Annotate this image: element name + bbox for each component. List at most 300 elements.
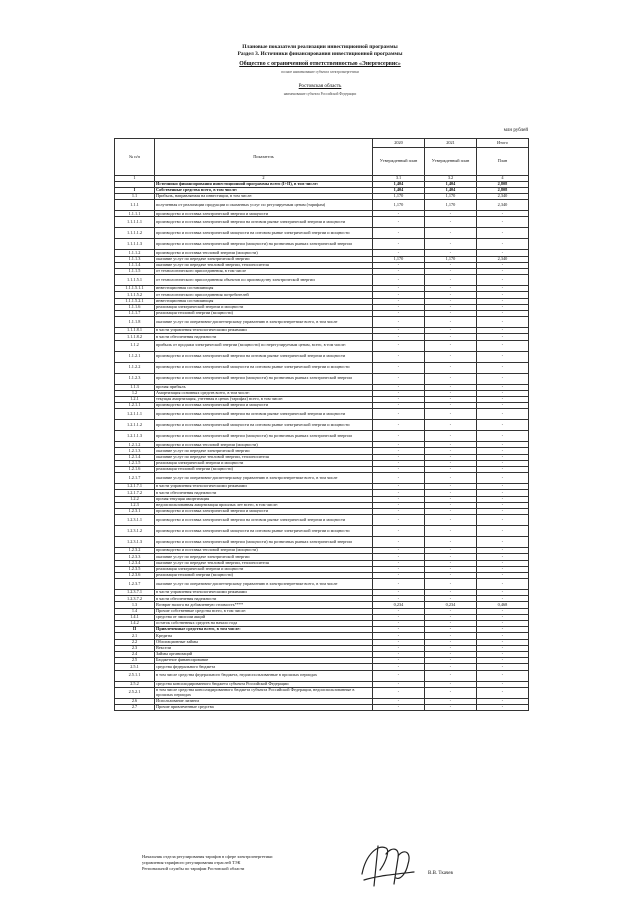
- row-number: 1.2.1.7.1: [115, 484, 155, 490]
- value-total: -: [477, 250, 529, 256]
- row-label: производство и поставка электрической энергии на оптовом рынке электрической энергии и мощности: [155, 515, 373, 526]
- row-number: 1.1.1.1.3: [115, 239, 155, 250]
- row-number: 1.1.1.1.2: [115, 228, 155, 239]
- value-2021: -: [425, 286, 477, 292]
- value-2020: -: [373, 217, 425, 228]
- row-label: оказание услуг по передаче тепловой энергии, теплоносителя: [155, 560, 373, 566]
- value-2021: -: [425, 658, 477, 664]
- region-name: Ростовская область: [298, 83, 342, 89]
- row-label: производство и поставка электрической энергии на оптовом рынке электрической энергии и мощности: [155, 409, 373, 420]
- value-2021: -: [425, 548, 477, 554]
- value-2020: -: [373, 292, 425, 298]
- value-2021: -: [425, 420, 477, 431]
- table-row: [115, 431, 529, 442]
- value-total: -: [477, 228, 529, 239]
- value-2021: -: [425, 334, 477, 340]
- value-2021: -: [425, 431, 477, 442]
- row-number: 1.2: [115, 390, 155, 396]
- value-2021: -: [425, 484, 477, 490]
- value-total: -: [477, 460, 529, 466]
- row-number: 2.5: [115, 658, 155, 664]
- value-2020: -: [373, 473, 425, 484]
- value-2020: -: [373, 548, 425, 554]
- row-label: текущая амортизация, учтенная в ценах (тарифах) всего, в том числе:: [155, 396, 373, 402]
- value-2021: -: [425, 496, 477, 502]
- value-total: 2,808: [477, 187, 529, 193]
- value-total: -: [477, 373, 529, 384]
- value-2020: -: [373, 502, 425, 508]
- value-2020: -: [373, 537, 425, 548]
- row-number: 1.2.2: [115, 496, 155, 502]
- row-number: 1.1.1.5: [115, 269, 155, 275]
- value-total: -: [477, 262, 529, 268]
- value-2020: -: [373, 228, 425, 239]
- row-number: 1.2.3.7.1: [115, 590, 155, 596]
- value-2021: -: [425, 664, 477, 670]
- row-number: 1.1.1.2: [115, 250, 155, 256]
- value-total: -: [477, 627, 529, 633]
- value-2021: -: [425, 627, 477, 633]
- row-number: 2.3: [115, 645, 155, 651]
- row-label: инвестиционная составляющая: [155, 286, 373, 292]
- value-2020: -: [373, 334, 425, 340]
- row-number: 1.1.1.8.1: [115, 328, 155, 334]
- row-label: производство и поставка тепловой энергии (мощности): [155, 442, 373, 448]
- value-2020: -: [373, 664, 425, 670]
- table-row: [115, 420, 529, 431]
- value-2020: -: [373, 614, 425, 620]
- row-number: 1.1.1.5.2: [115, 292, 155, 298]
- row-number: 1.1.1.5.1: [115, 275, 155, 286]
- table-row: [115, 340, 529, 351]
- value-total: -: [477, 286, 529, 292]
- row-number: 1.2.1.3: [115, 448, 155, 454]
- row-label: реализация тепловой энергии (мощности): [155, 310, 373, 316]
- row-number: 1.1.1.3: [115, 256, 155, 262]
- value-total: -: [477, 454, 529, 460]
- value-2021: -: [425, 390, 477, 396]
- row-number: 1.2.3.3: [115, 554, 155, 560]
- row-label: реализация электрической энергии и мощности: [155, 566, 373, 572]
- value-2021: -: [425, 560, 477, 566]
- idx-cell: 3.2: [425, 176, 477, 182]
- value-2021: -: [425, 384, 477, 390]
- value-2021: -: [425, 275, 477, 286]
- value-2020: -: [373, 508, 425, 514]
- handwritten-signature: [356, 834, 418, 896]
- row-number: 1.1.1.8: [115, 317, 155, 328]
- value-total: -: [477, 292, 529, 298]
- value-2021: -: [425, 351, 477, 362]
- table-row: [115, 373, 529, 384]
- signatory-line1: Начальник отдела регулирования тарифов в сфере электроэнергетики: [142, 854, 273, 859]
- value-total: -: [477, 431, 529, 442]
- row-label: Займы организаций: [155, 651, 373, 657]
- value-2021: -: [425, 442, 477, 448]
- table-row: [115, 409, 529, 420]
- value-total: -: [477, 340, 529, 351]
- row-number: 1.2.1.1.3: [115, 431, 155, 442]
- row-number: 2.1: [115, 633, 155, 639]
- value-2020: -: [373, 704, 425, 710]
- value-total: -: [477, 537, 529, 548]
- row-label: реализация электрической энергии и мощности: [155, 304, 373, 310]
- value-total: -: [477, 687, 529, 698]
- table-row: [115, 217, 529, 228]
- value-total: -: [477, 310, 529, 316]
- row-label: производство и поставка электрической энергии на оптовом рынке электрической энергии и мощности: [155, 351, 373, 362]
- value-2021: -: [425, 403, 477, 409]
- signatory-line2: управления тарифного регулирования отраслей ТЭК: [142, 860, 241, 865]
- value-2020: -: [373, 396, 425, 402]
- value-2021: -: [425, 515, 477, 526]
- row-number: 1.2.3.2: [115, 548, 155, 554]
- row-number: 1.1.1: [115, 200, 155, 211]
- value-total: -: [477, 566, 529, 572]
- value-2021: 1,170: [425, 194, 477, 200]
- row-label: в части обеспечения надежности: [155, 334, 373, 340]
- value-2021: -: [425, 502, 477, 508]
- value-total: -: [477, 515, 529, 526]
- row-number: 1.1.1.5.1.1: [115, 286, 155, 292]
- value-2021: -: [425, 454, 477, 460]
- idx-cell: 2: [155, 176, 373, 182]
- table-row: [115, 200, 529, 211]
- value-2020: 1,404: [373, 181, 425, 187]
- value-2020: -: [373, 420, 425, 431]
- row-number: 2.7: [115, 704, 155, 710]
- value-2020: 1,170: [373, 194, 425, 200]
- row-label: Собственные средства всего, в том числе:: [155, 187, 373, 193]
- value-total: -: [477, 328, 529, 334]
- row-number: 1.2.1.1.2: [115, 420, 155, 431]
- row-label: Возврат налога на добавленную стоимость****: [155, 602, 373, 608]
- row-label: производство и поставка электрической мощности на оптовом рынке электрической энергии и мощности: [155, 228, 373, 239]
- value-2020: -: [373, 384, 425, 390]
- value-total: -: [477, 334, 529, 340]
- row-label: реализация тепловой энергии (мощности): [155, 467, 373, 473]
- value-2020: 1,170: [373, 256, 425, 262]
- value-total: -: [477, 304, 529, 310]
- row-number: 1.2.3.6: [115, 572, 155, 578]
- value-2021: -: [425, 250, 477, 256]
- col-year1-header: 2020: [373, 139, 425, 148]
- value-total: -: [477, 420, 529, 431]
- row-number: 1.2.3.7: [115, 579, 155, 590]
- value-2020: -: [373, 639, 425, 645]
- value-2020: -: [373, 687, 425, 698]
- value-2021: -: [425, 490, 477, 496]
- value-2020: -: [373, 566, 425, 572]
- row-label: в части обеспечения надежности: [155, 596, 373, 602]
- value-2020: -: [373, 431, 425, 442]
- value-2020: -: [373, 554, 425, 560]
- row-label: полученная от реализации продукции и оказанных услуг по регулируемым ценам (тарифам): [155, 200, 373, 211]
- value-2020: -: [373, 351, 425, 362]
- value-2021: -: [425, 292, 477, 298]
- value-total: -: [477, 403, 529, 409]
- row-number: 1.1.2.2: [115, 362, 155, 373]
- signatory-block: [142, 854, 362, 872]
- row-number: 2.5.1: [115, 664, 155, 670]
- table-row: [115, 704, 529, 710]
- value-2021: -: [425, 608, 477, 614]
- value-total: -: [477, 298, 529, 304]
- row-label: производство и поставка электрической энергии (мощности) на розничных рынках электрической энергии: [155, 373, 373, 384]
- table-row: [115, 317, 529, 328]
- value-total: -: [477, 473, 529, 484]
- value-2020: -: [373, 596, 425, 602]
- value-total: -: [477, 409, 529, 420]
- row-label: Прибыль, направляемая на инвестиции, в том числе:: [155, 194, 373, 200]
- row-label: Облигационные займы: [155, 639, 373, 645]
- value-2021: -: [425, 448, 477, 454]
- value-total: -: [477, 239, 529, 250]
- table-row: [115, 515, 529, 526]
- value-2021: -: [425, 409, 477, 420]
- col-num-header: № п/п: [115, 139, 155, 176]
- value-2020: -: [373, 681, 425, 687]
- value-2020: -: [373, 651, 425, 657]
- value-total: -: [477, 633, 529, 639]
- value-2020: -: [373, 526, 425, 537]
- row-number: 1.2.1.6: [115, 467, 155, 473]
- row-label: оказание услуг по оперативно-диспетчерскому управлению в электроэнергетике всего, в том числе: [155, 579, 373, 590]
- financing-table: [114, 138, 529, 711]
- row-number: 1.4: [115, 608, 155, 614]
- idx-cell: 3.1: [373, 176, 425, 182]
- value-total: -: [477, 614, 529, 620]
- value-2020: -: [373, 467, 425, 473]
- table-row: [115, 228, 529, 239]
- row-label: средства консолидированного бюджета субъекта Российской Федерации: [155, 681, 373, 687]
- row-label: производство и поставка электрической мощности на оптовом рынке электрической энергии и мощности: [155, 420, 373, 431]
- row-label: Прочие собственные средства всего, в том числе:: [155, 608, 373, 614]
- row-number: 1.1.3: [115, 384, 155, 390]
- value-2020: -: [373, 627, 425, 633]
- value-2020: -: [373, 390, 425, 396]
- col-year2-header: 2021: [425, 139, 477, 148]
- value-2020: -: [373, 496, 425, 502]
- value-2021: -: [425, 262, 477, 268]
- value-2020: -: [373, 298, 425, 304]
- row-label: инвестиционная составляющая: [155, 298, 373, 304]
- value-2020: 1,170: [373, 200, 425, 211]
- row-number: 2.2: [115, 639, 155, 645]
- row-label: реализация тепловой энергии (мощности): [155, 572, 373, 578]
- row-label: производство и поставка электрической энергии (мощности) на розничных рынках электрической энергии: [155, 239, 373, 250]
- row-number: 1.2.3.1: [115, 508, 155, 514]
- row-label: в части управления технологическими режимами: [155, 328, 373, 334]
- value-2020: -: [373, 310, 425, 316]
- value-2020: -: [373, 698, 425, 704]
- value-2020: -: [373, 658, 425, 664]
- row-number: 1.1.1.6: [115, 304, 155, 310]
- units-label: млн рублей: [503, 128, 528, 133]
- value-2020: -: [373, 317, 425, 328]
- col-total-sub: План: [477, 148, 529, 176]
- row-label: Бюджетное финансирование: [155, 658, 373, 664]
- value-total: 0,468: [477, 602, 529, 608]
- value-2021: 1,404: [425, 187, 477, 193]
- value-2021: -: [425, 298, 477, 304]
- value-total: 2,808: [477, 181, 529, 187]
- row-label: недоиспользованная амортизация прошлых лет всего, в том числе:: [155, 502, 373, 508]
- row-number: 1.2.3: [115, 502, 155, 508]
- value-2021: -: [425, 217, 477, 228]
- row-label: производство и поставка электрической энергии и мощности: [155, 403, 373, 409]
- value-2021: -: [425, 698, 477, 704]
- row-number: 1.2.1.1.1: [115, 409, 155, 420]
- value-2020: -: [373, 304, 425, 310]
- row-label: реализация электрической энергии и мощности: [155, 460, 373, 466]
- value-total: -: [477, 211, 529, 217]
- row-label: в части обеспечения надежности: [155, 490, 373, 496]
- row-number: 1.2.3.1.3: [115, 537, 155, 548]
- company-name: Общество с ограниченной ответственностью «Энергосервис»: [239, 61, 401, 67]
- row-label: Прочие привлеченные средства: [155, 704, 373, 710]
- row-label: в том числе средства консолидированного бюджета субъекта Российской Федерации, недоиспользованные в прошлых периодах: [155, 687, 373, 698]
- row-label: производство и поставка электрической мощности на оптовом рынке электрической энергии и мощности: [155, 526, 373, 537]
- value-2020: -: [373, 275, 425, 286]
- value-2021: 0,234: [425, 602, 477, 608]
- value-2021: -: [425, 508, 477, 514]
- value-total: -: [477, 217, 529, 228]
- value-2020: -: [373, 454, 425, 460]
- value-total: -: [477, 502, 529, 508]
- row-label: производство и поставка тепловой энергии (мощности): [155, 548, 373, 554]
- value-2021: -: [425, 621, 477, 627]
- value-total: -: [477, 526, 529, 537]
- row-number: 1.1.2.3: [115, 373, 155, 384]
- value-total: -: [477, 645, 529, 651]
- value-2021: -: [425, 687, 477, 698]
- value-2020: -: [373, 645, 425, 651]
- value-total: -: [477, 664, 529, 670]
- value-total: -: [477, 448, 529, 454]
- value-2020: -: [373, 442, 425, 448]
- value-total: -: [477, 484, 529, 490]
- value-2021: -: [425, 310, 477, 316]
- value-total: -: [477, 651, 529, 657]
- row-label: производство и поставка электрической энергии на оптовом рынке электрической энергии и мощности: [155, 217, 373, 228]
- table-row: [115, 579, 529, 590]
- value-total: -: [477, 658, 529, 664]
- value-2020: -: [373, 572, 425, 578]
- row-label: Привлеченные средства всего, в том числе:: [155, 627, 373, 633]
- row-number: 2.5.1.1: [115, 670, 155, 681]
- table-row: [115, 351, 529, 362]
- value-2021: -: [425, 304, 477, 310]
- row-number: 1.1.2.1: [115, 351, 155, 362]
- row-number: 1.2.1.7.2: [115, 490, 155, 496]
- row-number: 1.1.1.5.2.1: [115, 298, 155, 304]
- value-2020: -: [373, 262, 425, 268]
- row-number: 2.5.2.1: [115, 687, 155, 698]
- value-2020: -: [373, 328, 425, 334]
- table-row: [115, 687, 529, 698]
- value-total: -: [477, 384, 529, 390]
- value-2021: -: [425, 645, 477, 651]
- row-label: от технологического присоединения потребителей: [155, 292, 373, 298]
- value-2020: 1,404: [373, 187, 425, 193]
- row-number: 1.1.1.8.2: [115, 334, 155, 340]
- value-2021: -: [425, 373, 477, 384]
- row-number: 1.2.3.5: [115, 566, 155, 572]
- value-2020: -: [373, 670, 425, 681]
- value-total: -: [477, 442, 529, 448]
- value-total: -: [477, 269, 529, 275]
- value-2021: -: [425, 340, 477, 351]
- value-2021: -: [425, 633, 477, 639]
- row-label: оказание услуг по передаче электрической энергии: [155, 554, 373, 560]
- row-number: 1.2.1.5: [115, 460, 155, 466]
- row-label: остаток собственных средств на начало года: [155, 621, 373, 627]
- value-total: -: [477, 548, 529, 554]
- row-number: 1.2.1.1: [115, 403, 155, 409]
- row-number: 1.1: [115, 194, 155, 200]
- row-label: Источники финансирования инвестиционной программы всего (I+II), в том числе:: [155, 181, 373, 187]
- table-row: [115, 670, 529, 681]
- signatory-name: В.В. Ткачев: [428, 871, 453, 876]
- row-label: средства от эмиссии акций: [155, 614, 373, 620]
- row-label: в части управления технологическими режимами: [155, 590, 373, 596]
- value-total: -: [477, 275, 529, 286]
- value-2021: -: [425, 396, 477, 402]
- row-label: прочая прибыль: [155, 384, 373, 390]
- value-2020: -: [373, 403, 425, 409]
- value-total: -: [477, 390, 529, 396]
- value-2021: -: [425, 537, 477, 548]
- row-number: 1.2.1: [115, 396, 155, 402]
- company-note: полное наименование субъекта электроэнергетики: [281, 70, 359, 74]
- value-2020: -: [373, 460, 425, 466]
- row-label: производство и поставка электрической мощности на оптовом рынке электрической энергии и мощности: [155, 362, 373, 373]
- row-label: производство и поставка электрической энергии (мощности) на розничных рынках электрической энергии: [155, 431, 373, 442]
- table-row: [115, 526, 529, 537]
- value-2020: -: [373, 239, 425, 250]
- row-label: Вексели: [155, 645, 373, 651]
- idx-cell: 1: [115, 176, 155, 182]
- value-2021: -: [425, 317, 477, 328]
- value-2021: -: [425, 362, 477, 373]
- value-total: -: [477, 596, 529, 602]
- row-number: 1.2.3.1.1: [115, 515, 155, 526]
- value-total: -: [477, 698, 529, 704]
- row-label: прочая текущая амортизация: [155, 496, 373, 502]
- row-number: 1.4.1: [115, 614, 155, 620]
- row-label: производство и поставка электрической энергии и мощности: [155, 211, 373, 217]
- value-2020: -: [373, 633, 425, 639]
- row-label: Амортизация основных средств всего, в том числе:: [155, 390, 373, 396]
- region-note: наименование субъекта Российской Федерации: [283, 92, 357, 96]
- col-total-header: Итого: [477, 139, 529, 148]
- row-number: 1.1.2: [115, 340, 155, 351]
- value-2021: -: [425, 211, 477, 217]
- value-total: -: [477, 621, 529, 627]
- value-2021: -: [425, 554, 477, 560]
- signatory-line3: Региональной службы по тарифам Ростовской области: [142, 866, 245, 871]
- value-2020: -: [373, 250, 425, 256]
- value-2020: -: [373, 515, 425, 526]
- table-row: [115, 239, 529, 250]
- value-2021: -: [425, 614, 477, 620]
- row-number: I: [115, 187, 155, 193]
- row-number: 1.1.1.1.1: [115, 217, 155, 228]
- table-body: [115, 181, 529, 710]
- value-total: -: [477, 572, 529, 578]
- row-label: производство и поставка электрической энергии (мощности) на розничных рынках электрической энергии: [155, 537, 373, 548]
